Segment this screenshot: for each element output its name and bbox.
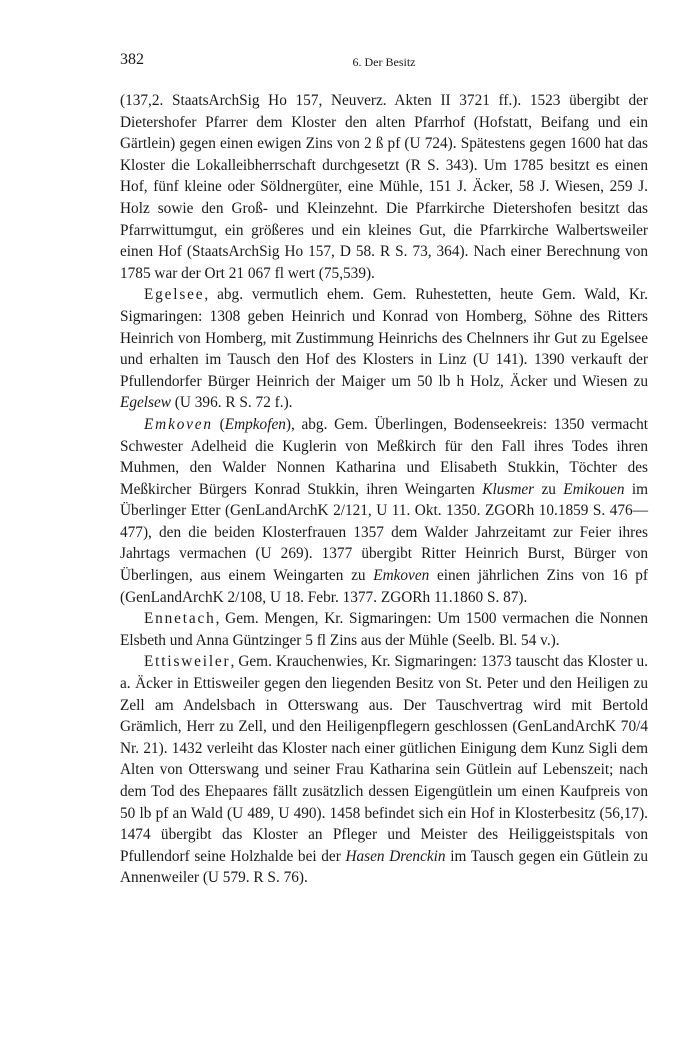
text-segment: (U 396. R S. 72 f.). [170,394,293,412]
entry-ennetach [120,608,648,651]
text-segment: zu [534,480,564,498]
text-segment: einen jährlichen Zins von 16 pf (GenLandArchK 2/108, U 18. Febr. 1377. ZGORh 11.1860 S. 87). [120,567,648,606]
running-head [120,50,648,72]
body-text [120,90,648,889]
entry-headword: Ettisweiler [144,653,231,671]
italic-place-name: Emikouen [563,480,625,498]
entry-headword: Emkoven [144,415,213,433]
book-page [120,50,648,889]
italic-place-name: Emkoven [373,567,430,585]
italic-place-name: Klusmer [482,480,535,498]
italic-place-name: Egelsew [120,394,171,412]
italic-place-name: Hasen Drenckin [345,847,446,865]
text-segment: ( [212,415,225,433]
text-segment: (137,2. StaatsArchSig Ho 157, Neuverz. Akten II 3721 ff.). 1523 übergibt der Dietershofer Pfarrer dem Kloster den alten Pfarrhof (Hofstatt, Beifang und ein Gärtlein) gegen einen ewigen Zins von 2 ß pf (U 724). Spätestens gegen 1600 hat das Kloster die Lokalleibherrschaft durchgesetzt (R S. 343). Um 1785 besitzt es einen Hof, fünf kleine oder Söldnergüter, eine Mühle, 151 J. Äcker, 58 J. Wiesen, 259 J. Holz sowie den Groß- und Kleinzehnt. Die Pfarrkirche Dietershofen besitzt das Pfarrwittumgut, ein größeres und ein kleines Gut, die Pfarrkirche Walbertsweiler einen Hof (StaatsArchSig Ho 157, D 58. R S. 73, 364). Nach einer Berechnung von 1785 war der Ort 21 067 fl wert (75,539). [120,92,648,282]
text-segment: , Gem. Krauchenwies, Kr. Sigmaringen: 1373 tauscht das Kloster u. a. Äcker in Ettisweiler gegen den liegenden Besitz von St. Peter und den Heiligen zu Zell am Andelsbach in Otterswang aus. Der Tauschvertrag wird mit Bertold Grämlich, Herr zu Zell, und den Heiligenpflegern geschlossen (GenLandArchK 70/4 Nr. 21). 1432 verleiht das Kloster nach einer gütlichen Einigung dem Kunz Sigli dem Alten von Otterswang und seiner Frau Katharina sein Gütlein auf Lebenszeit; nach dem Tod des Ehepaares fällt zusätzlich dessen Eigengütlein um einen Kaufpreis von 50 lb pf an Wald (U 489, U 490). 1458 befindet sich ein Hof in Klosterbesitz (56,17). 1474 übergibt das Kloster an Pfleger und Meister des Heiliggeistspitals von Pfullendorf seine Holzhalde bei der [120,653,648,865]
text-segment: im Überlinger Etter (GenLandArchK 2/121, U 11. Okt. 1350. ZGORh 10.1859 S. 476—477), den die beiden Klosterfrauen 1357 dem Walder Jahrzeitamt zur Feier ihres Jahrtags vermachen (U 269). 1377 übergibt Ritter Heinrich Burst, Bürger von Überlingen, aus einem Weingarten zu [120,480,648,585]
italic-place-name: Empkofen [224,415,286,433]
entry-emkoven [120,414,648,608]
text-segment: , abg. vermutlich ehem. Gem. Ruhestetten, heute Gem. Wald, Kr. Sigmaringen: 1308 geben Heinrich und Konrad von Homberg, Söhne des Ritters Heinrich von Homberg, mit Zustimmung Heinrichs des Chelnners ihr Gut zu Egelsee und erhalten im Tausch den Hof des Klosters in Linz (U 141). 1390 verkauft der Pfullendorfer Bürger Heinrich der Maiger um 50 lb h Holz, Äcker und Wiesen zu [120,286,648,390]
text-segment: im Tausch gegen ein Gütlein zu Annenweiler (U 579. R S. 76). [120,847,648,887]
text-segment: ), abg. Gem. Überlingen, Bodenseekreis: 1350 vermacht Schwester Adelheid die Kuglerin von Meßkirch für den Fall ihres Todes ihren Muhmen, den Walder Nonnen Katharina und Elisabeth Stukkin, Töchter des Meßkircher Bürgers Konrad Stukkin, ihren Weingarten [120,415,649,498]
entry-egelsee [120,284,648,414]
entry-headword: Egelsee [144,286,205,304]
text-segment: , Gem. Mengen, Kr. Sigmaringen: Um 1500 vermachen die Nonnen Elsbeth und Anna Güntzinger 5 fl Zins aus der Mühle (Seelb. Bl. 54 v.). [120,610,648,649]
chapter-title: 6. Der Besitz [352,55,416,69]
paragraph-continuation [120,90,648,284]
entry-headword: Ennetach [144,610,216,628]
page-number: 382 [120,51,144,68]
entry-ettisweiler [120,651,648,889]
